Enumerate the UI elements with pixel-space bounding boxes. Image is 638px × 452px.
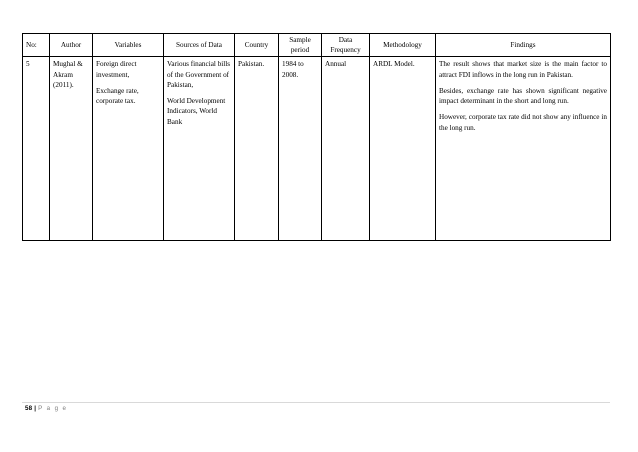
findings-paragraph-2: Besides, exchange rate has shown significant negative impact determinant in the short and long run. bbox=[439, 86, 607, 106]
literature-review-table bbox=[22, 33, 611, 241]
cell-data-frequency: Annual bbox=[322, 57, 370, 241]
header-data-frequency: Data Frequency bbox=[322, 34, 370, 57]
cell-sample-period: 1984 to 2008. bbox=[279, 57, 322, 241]
sources-line-1: Various financial bills of the Government of Pakistan, bbox=[167, 60, 231, 89]
header-country: Country bbox=[235, 34, 279, 57]
header-no: No: bbox=[23, 34, 50, 57]
header-variables: Variables bbox=[93, 34, 164, 57]
footer-separator: | bbox=[34, 405, 37, 412]
cell-methodology: ARDL Model. bbox=[370, 57, 436, 241]
cell-findings bbox=[436, 57, 611, 241]
table-header-row bbox=[23, 34, 611, 57]
header-sources-of-data: Sources of Data bbox=[164, 34, 235, 57]
variables-line-1: Foreign direct investment, bbox=[96, 60, 137, 79]
cell-no: 5 bbox=[23, 57, 50, 241]
cell-sources bbox=[164, 57, 235, 241]
page-label: P a g e bbox=[38, 405, 68, 412]
header-findings: Findings bbox=[436, 34, 611, 57]
cell-country: Pakistan. bbox=[235, 57, 279, 241]
sources-line-2: World Development Indicators, World Bank bbox=[167, 97, 226, 126]
header-sample-period: Sample period bbox=[279, 34, 322, 57]
header-author: Author bbox=[50, 34, 93, 57]
footer-divider bbox=[22, 402, 610, 403]
cell-variables bbox=[93, 57, 164, 241]
findings-paragraph-1: The result shows that market size is the main factor to attract FDI inflows in the long run in Pakistan. bbox=[439, 60, 607, 79]
table-row bbox=[23, 57, 611, 241]
cell-author: Mughal & Akram (2011). bbox=[50, 57, 93, 241]
header-methodology: Methodology bbox=[370, 34, 436, 57]
variables-line-2: Exchange rate, corporate tax. bbox=[96, 86, 139, 106]
findings-paragraph-3: However, corporate tax rate did not show any influence in the long run. bbox=[439, 113, 607, 132]
page-number: 58 bbox=[25, 405, 33, 412]
page-footer bbox=[25, 405, 67, 412]
